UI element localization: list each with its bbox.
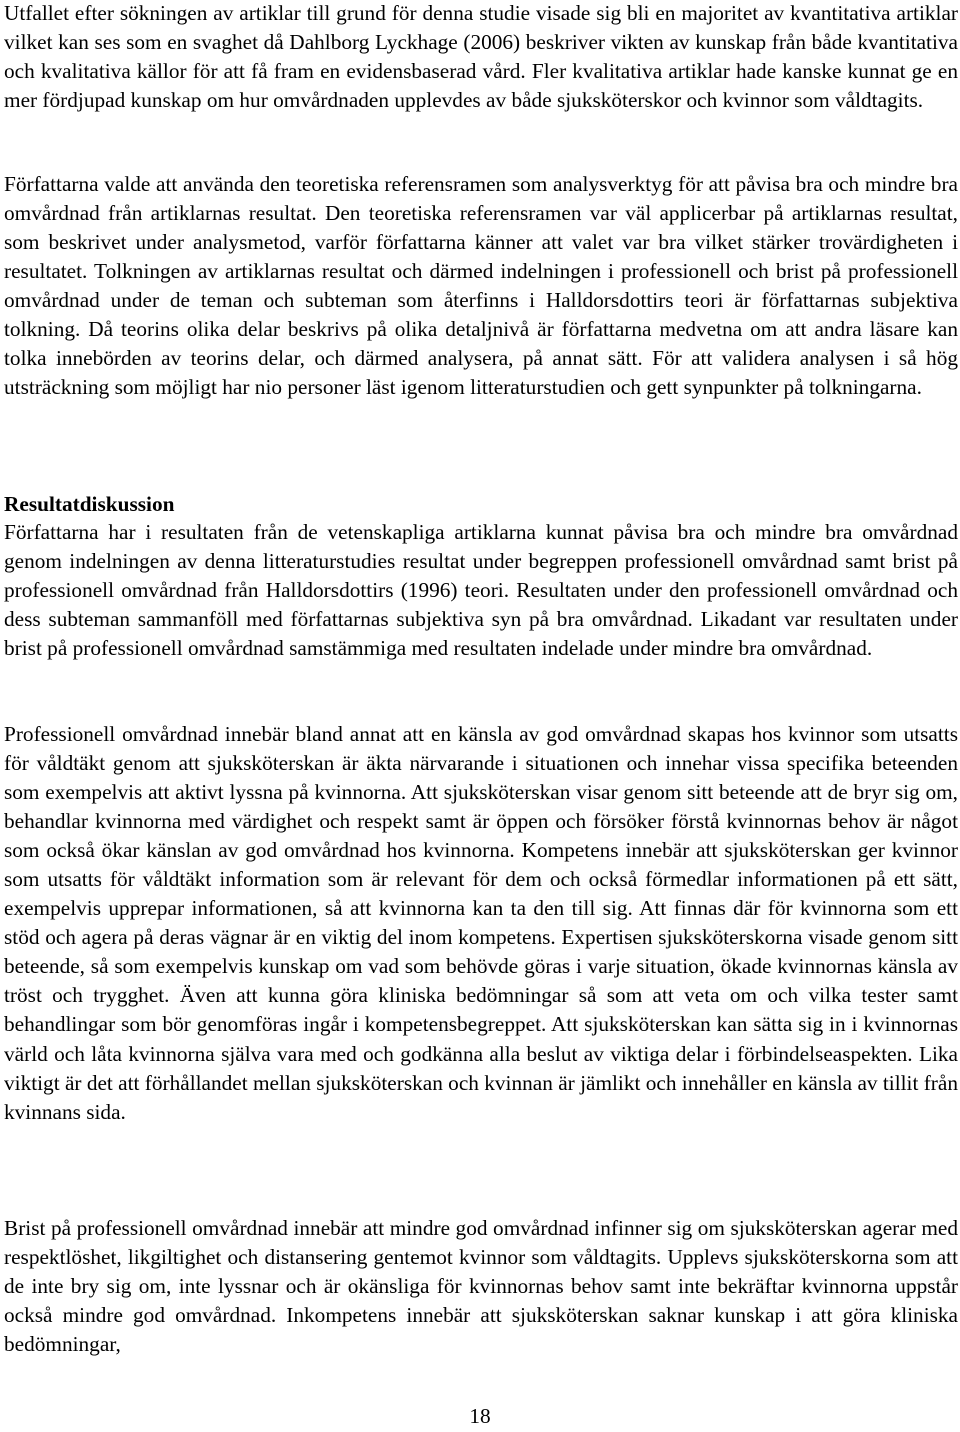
body-paragraph: Författarna valde att använda den teoretiska referensramen som analysverktyg för att påvisa bra och mindre bra omvårdnad från artiklarnas resultat. Den teoretiska referensramen var väl applicerbar på artiklarnas resultat, som beskrivet under analysmetod, varför författarna känner att valet var bra vilket stärker trovärdigheten i resultatet. Tolkningen av artiklarnas resultat och därmed indelningen i professionell och brist på professionell omvårdnad under de teman och subteman som återfinns i Halldorsdottirs teori är författarnas subjektiva tolkning. Då teorins olika delar beskrivs på olika detaljnivå är författarna medvetna om att andra läsare kan tolka innebörden av teorins delar, och därmed analysera, på annat sätt. För att validera analysen i så hög utsträckning som möjligt har nio personer läst igenom litteraturstudien och gett synpunkter på tolkningarna. — [4, 172, 958, 400]
body-paragraph: Utfallet efter sökningen av artiklar till grund för denna studie visade sig bli en majoritet av kvantitativa artiklar vilket kan ses som en svaghet då Dahlborg Lyckhage (2006) beskriver vikten av kunskap från både kvantitativa och kvalitativa källor för att få fram en evidensbaserad vård. Fler kvalitativa artiklar hade kanske kunnat ge en mer fördjupad kunskap om hur omvårdnaden upplevdes av både sjuksköterskor och kvinnor som våldtagits. — [4, 1, 958, 113]
page-number: 18 — [469, 1404, 491, 1428]
body-paragraph: Brist på professionell omvårdnad innebär att mindre god omvårdnad infinner sig om sjuksköterskan agerar med respektlöshet, likgiltighet och distansering gentemot kvinnor som våldtagits. Upplevs sjuksköterskorna som att de inte bry sig om, inte lyssnar och är okänsliga för kvinnornas behov samt inte bekräftar kvinnorna uppstår också mindre god omvårdnad. Inkompetens innebär att sjuksköterskan saknar kunskap i att göra kliniska bedömningar, — [4, 1216, 958, 1357]
section-heading: Resultatdiskussion — [4, 492, 175, 516]
body-paragraph: Professionell omvårdnad innebär bland annat att en känsla av god omvårdnad skapas hos kvinnor som utsatts för våldtäkt genom att sjuksköterskan är äkta närvarande i situationen och innehar vissa specifika beteenden som exempelvis att aktivt lyssna på kvinnorna. Att sjuksköterskan visar genom sitt beteende att de bryr sig om, behandlar kvinnorna med värdighet och respekt samt är öppen och försöker förstå kvinnornas behov är något som också ökar känslan av god omvårdnad hos kvinnorna. Kompetens innebär att sjuksköterskan ger kvinnor som utsatts för våldtäkt information som är relevant för dem och också förmedlar informationen på ett sätt, exempelvis upprepar informationen, så att kvinnorna kan ta den till sig. Att finnas där för kvinnorna som ett stöd och agera på deras vägnar är en viktig del inom kompetens. Expertisen sjuksköterskorna visade genom sitt beteende, så som exempelvis kunskap om vad som behövde göras i varje situation, ökade kvinnornas känsla av tröst och trygghet. Även att kunna göra kliniska bedömningar så som att veta om och vilka tester samt behandlingar som bör genomföras ingår i kompetensbegreppet. Att sjuksköterskan kan sätta sig in i kvinnornas värld och låta kvinnorna själva vara med och godkänna alla beslut av viktiga delar i förbindelseaspekten. Lika viktigt är det att förhållandet mellan sjuksköterskan och kvinnan är jämlikt och innehåller en känsla av tillit från kvinnans sida. — [4, 722, 958, 1124]
body-paragraph: Författarna har i resultaten från de vetenskapliga artiklarna kunnat påvisa bra och mindre bra omvårdnad genom indelningen av denna litteraturstudies resultat under begreppen professionell omvårdnad samt brist på professionell omvårdnad från Halldorsdottirs (1996) teori. Resultaten under den professionell omvårdnad och dess subteman sammanföll med författarnas subjektiva syn på bra omvårdnad. Likadant var resultaten under brist på professionell omvårdnad samstämmiga med resultaten indelade under mindre bra omvårdnad. — [4, 520, 958, 661]
